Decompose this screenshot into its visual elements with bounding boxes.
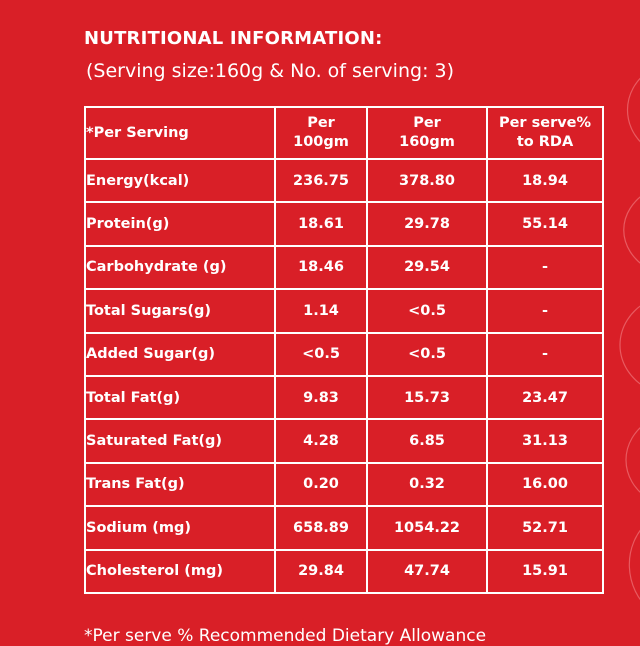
nutrient-value: 29.78 [367,202,487,245]
nutrient-value: <0.5 [367,333,487,376]
nutrient-label: Total Fat(g) [85,376,275,419]
nutrient-value: 658.89 [275,506,367,549]
nutrient-label: Added Sugar(g) [85,333,275,376]
table-row [85,246,603,289]
nutrient-value: 31.13 [487,419,603,462]
page-title: NUTRITIONAL INFORMATION: [84,28,383,49]
nutrient-value: 378.80 [367,159,487,202]
nutrient-label: Carbohydrate (g) [85,246,275,289]
table-row [85,159,603,202]
column-header-line: 160gm [399,134,455,150]
nutrient-value: 29.54 [367,246,487,289]
nutrient-value: <0.5 [275,333,367,376]
nutrient-value: - [487,333,603,376]
table-header-row [85,107,603,159]
nutrient-value: <0.5 [367,289,487,332]
table-row [85,506,603,549]
nutrient-label: Energy(kcal) [85,159,275,202]
column-header-rda [487,107,603,159]
nutrient-value: 18.46 [275,246,367,289]
nutrient-value: 16.00 [487,463,603,506]
nutrient-value: 52.71 [487,506,603,549]
nutrient-value: 15.73 [367,376,487,419]
table-row [85,550,603,593]
nutrient-label: Saturated Fat(g) [85,419,275,462]
nutrient-value: 0.32 [367,463,487,506]
nutrient-value: 55.14 [487,202,603,245]
column-header-per-serving [85,107,275,159]
column-header-line: Per serve% [498,115,592,131]
column-header-line: 100gm [293,134,349,150]
nutrient-value: 0.20 [275,463,367,506]
nutrient-label: Sodium (mg) [85,506,275,549]
column-header-line: *Per Serving [86,125,189,141]
nutrient-label: Total Sugars(g) [85,289,275,332]
table-row [85,419,603,462]
nutrient-label: Trans Fat(g) [85,463,275,506]
nutrition-table [84,106,604,594]
column-header-per-100gm [275,107,367,159]
table-row [85,376,603,419]
nutrient-label: Protein(g) [85,202,275,245]
table-row [85,333,603,376]
column-header-line: Per [413,115,441,131]
nutrient-value: 236.75 [275,159,367,202]
nutrient-value: 18.94 [487,159,603,202]
nutrient-value: - [487,246,603,289]
nutrient-value: 29.84 [275,550,367,593]
table-row [85,289,603,332]
nutrient-value: 15.91 [487,550,603,593]
footnote: *Per serve % Recommended Dietary Allowance [84,626,487,646]
nutrient-value: 6.85 [367,419,487,462]
serving-info: (Serving size:160g & No. of serving: 3) [86,60,455,82]
nutrient-label: Cholesterol (mg) [85,550,275,593]
table-row [85,463,603,506]
nutrient-value: 1054.22 [367,506,487,549]
table-row [85,202,603,245]
column-header-line: to RDA [516,134,574,150]
nutrient-value: 23.47 [487,376,603,419]
nutrient-value: 9.83 [275,376,367,419]
column-header-per-160gm [367,107,487,159]
nutrient-value: 47.74 [367,550,487,593]
nutrient-value: - [487,289,603,332]
column-header-line: Per [307,115,335,131]
nutrient-value: 1.14 [275,289,367,332]
nutrient-value: 18.61 [275,202,367,245]
nutrient-value: 4.28 [275,419,367,462]
